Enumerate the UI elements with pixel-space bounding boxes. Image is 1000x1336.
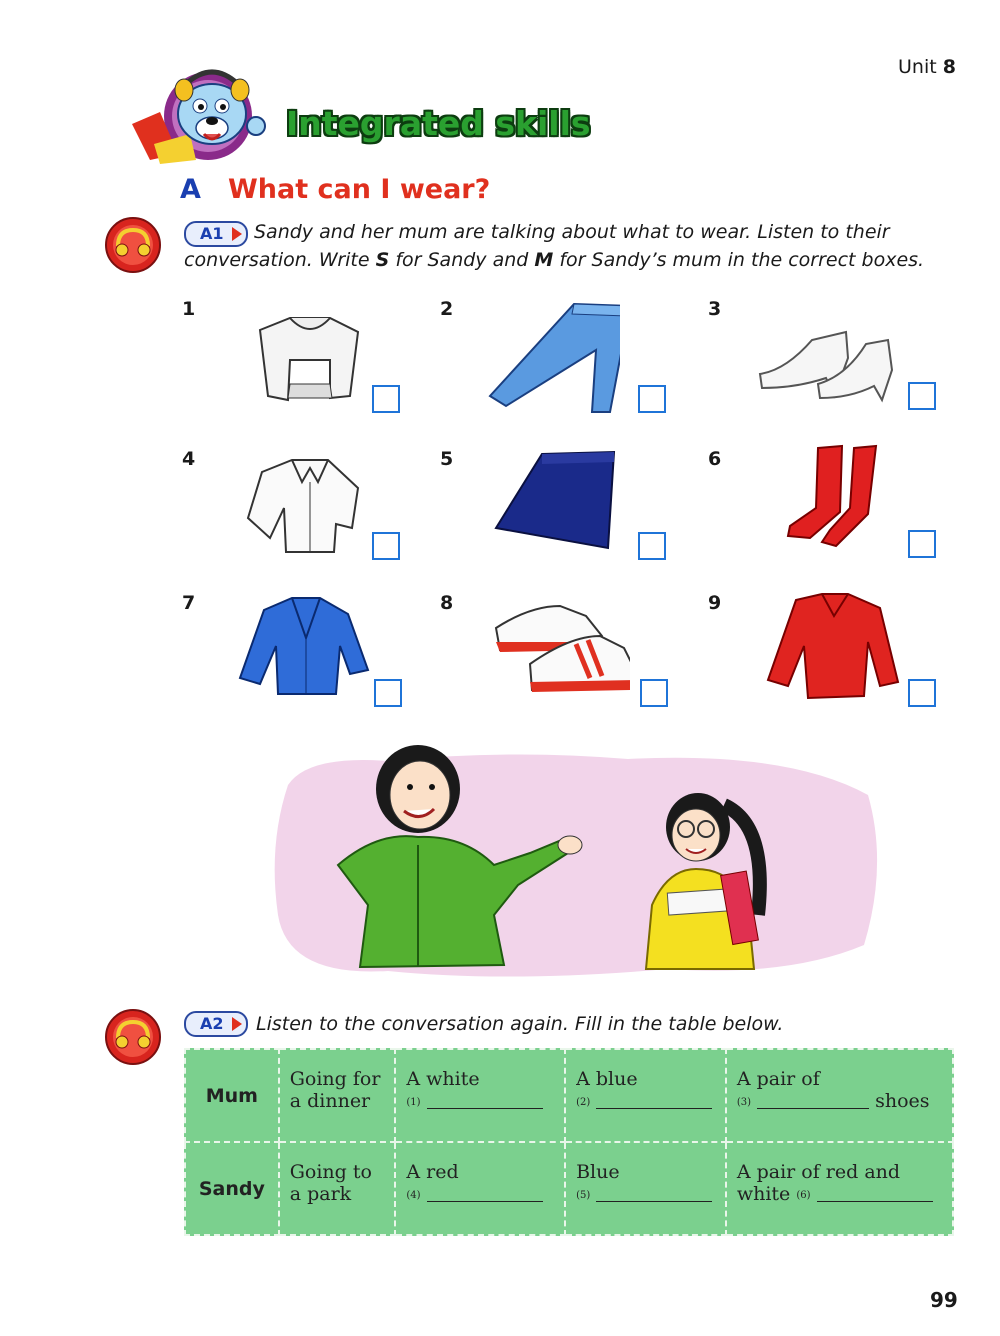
row-label: Mum [185, 1049, 279, 1142]
answer-box-5[interactable] [638, 532, 666, 560]
table-row [185, 1049, 953, 1142]
blank-6[interactable] [817, 1187, 933, 1202]
red-sweater-icon [762, 586, 902, 706]
dog-mascot-logo-icon [130, 64, 280, 164]
answer-box-1[interactable] [372, 385, 400, 413]
jeans-icon [480, 300, 620, 420]
row-label: Sandy [185, 1142, 279, 1235]
item-number: 9 [708, 592, 722, 614]
item-number: 8 [440, 592, 454, 614]
audio-cd-icon[interactable] [104, 1008, 162, 1066]
answer-cell: Blue $^{(5)}$ [565, 1142, 726, 1235]
a2-instruction: Listen to the conversation again. Fill in the table below. [256, 1013, 784, 1035]
unit-number: 8 [942, 56, 956, 78]
blank-3[interactable] [757, 1094, 869, 1109]
fill-in-table [184, 1048, 954, 1236]
a1-instruction-line1: Sandy and her mum are talking about what to wear. Listen to their [254, 221, 890, 243]
white-shoes-icon [756, 300, 896, 420]
item-number: 2 [440, 298, 454, 320]
occasion-cell: Going for a dinner [279, 1049, 396, 1142]
answer-cell: A red $^{(4)}$ [395, 1142, 565, 1235]
answer-box-7[interactable] [374, 679, 402, 707]
answer-cell: A blue $^{(2)}$ [565, 1049, 726, 1142]
blank-1[interactable] [427, 1094, 543, 1109]
blue-skirt-icon [490, 448, 630, 568]
answer-cell: A pair of $^{(3)}$ shoes [726, 1049, 953, 1142]
page-number: 99 [930, 1288, 958, 1312]
item-number: 3 [708, 298, 722, 320]
occasion-cell: Going to a park [279, 1142, 396, 1235]
play-arrow-icon [232, 227, 242, 241]
a1-instruction-line2: conversation. Write S for Sandy and M for Sandy’s mum in the correct boxes. [184, 249, 925, 271]
answer-box-3[interactable] [908, 382, 936, 410]
sweater-icon [240, 300, 380, 420]
part-title: What can I wear? [228, 174, 491, 205]
part-letter: A [180, 174, 201, 205]
item-number: 1 [182, 298, 196, 320]
item-number: 7 [182, 592, 196, 614]
item-number: 4 [182, 448, 196, 470]
answer-cell: A white $^{(1)}$ [395, 1049, 565, 1142]
unit-label: Unit 8 [898, 56, 956, 78]
item-number: 6 [708, 448, 722, 470]
red-boots-icon [770, 442, 910, 562]
answer-box-9[interactable] [908, 679, 936, 707]
mum-and-sandy-illustration [268, 745, 888, 990]
section-title: Integrated skills [286, 104, 591, 143]
blue-jacket-icon [236, 588, 376, 708]
a1-tag: A1 [184, 221, 248, 247]
table-row [185, 1142, 953, 1235]
blank-5[interactable] [596, 1187, 712, 1202]
blank-4[interactable] [427, 1187, 543, 1202]
a2-tag: A2 [184, 1011, 248, 1037]
play-arrow-icon [232, 1017, 242, 1031]
answer-box-6[interactable] [908, 530, 936, 558]
trainers-icon [490, 592, 630, 712]
answer-box-2[interactable] [638, 385, 666, 413]
white-blouse-icon [240, 448, 380, 568]
item-number: 5 [440, 448, 454, 470]
blank-2[interactable] [596, 1094, 712, 1109]
answer-cell: A pair of red and white $^{(6)}$ [726, 1142, 953, 1235]
answer-box-8[interactable] [640, 679, 668, 707]
audio-cd-icon[interactable] [104, 216, 162, 274]
answer-box-4[interactable] [372, 532, 400, 560]
